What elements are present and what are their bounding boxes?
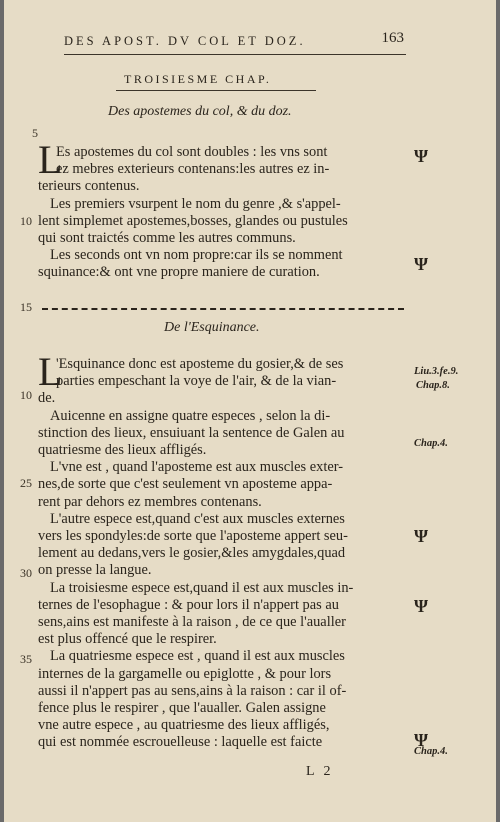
text-line: vers les spondyles:de sorte que l'aposteme appert seu- xyxy=(38,528,348,545)
text-line: La troisiesme espece est,quand il est aux muscles in- xyxy=(50,579,354,596)
text-line: 'Esquinance donc est aposteme du gosier,& de ses xyxy=(56,356,344,372)
drop-cap: L xyxy=(38,137,63,182)
text-line: de. xyxy=(38,390,56,407)
text-line: La quatriesme espece est , quand il est aux muscles xyxy=(50,648,345,665)
running-title: DES APOST. DV COL ET DOZ. xyxy=(64,34,306,48)
trident-symbol-icon: Ψ xyxy=(414,596,429,616)
text-line: nes,de sorte que c'est seulement vn aposteme appa- xyxy=(38,476,333,493)
line-number: 15 xyxy=(20,300,32,314)
chapter-rule xyxy=(116,90,316,91)
margin-note: Chap.4. xyxy=(414,438,448,449)
line-number: 25 xyxy=(20,476,32,490)
text-line: Les seconds ont vn nom propre:car ils se nomment xyxy=(50,247,343,264)
section-title-apostemes: Des apostemes du col, & du doz. xyxy=(108,104,292,119)
text-line: Les premiers vsurpent le nom du genre ,& s'appel- xyxy=(50,195,341,212)
trident-symbol-icon: Ψ xyxy=(414,146,429,166)
line-number: 10 xyxy=(20,388,32,402)
section-separator xyxy=(42,308,404,310)
header-rule xyxy=(64,54,406,55)
text-line: ez mebres exterieurs contenans:les autres ez in- xyxy=(56,161,330,178)
margin-note: Chap.4. xyxy=(414,746,448,757)
signature-mark: L 2 xyxy=(306,764,334,779)
text-line: L'vne est , quand l'aposteme est aux muscles exter- xyxy=(50,459,344,476)
text-line: lement au dedans,vers le gosier,&les amygdales,quad xyxy=(38,545,346,562)
chapter-title: TROISIESME CHAP. xyxy=(124,72,272,86)
text-line: qui sont traictés comme les autres communs. xyxy=(38,230,296,247)
text-line: Es apostemes du col sont doubles : les vns sont xyxy=(56,144,328,160)
book-page xyxy=(4,0,496,822)
trident-symbol-icon: Ψ xyxy=(414,254,429,274)
text-line: ternes de l'esophague : & pour lors il n'appert pas au xyxy=(38,596,339,613)
text-line: sens,ains est manifeste à la raison , de ce que l'aualler xyxy=(38,614,346,631)
text-line: squinance:& ont vne propre maniere de curation. xyxy=(38,264,320,281)
line-number: 5 xyxy=(32,126,38,140)
text-line: rent par dehors ez membres contenans. xyxy=(38,493,262,510)
trident-symbol-icon: Ψ xyxy=(414,526,429,546)
drop-cap: L xyxy=(38,349,63,394)
margin-note: Chap.8. xyxy=(416,380,450,391)
line-number: 10 xyxy=(20,214,32,228)
text-line: stinction des lieux, ensuiuant la sentence de Galen au xyxy=(38,424,345,441)
text-line: terieurs contenus. xyxy=(38,178,140,195)
text-line: internes de la gargamelle ou epiglotte , & pour lors xyxy=(38,665,332,682)
text-line: lent simplemet apostemes,bosses, glandes ou pustules xyxy=(38,212,348,229)
page-number: 163 xyxy=(381,30,404,46)
text-line: on presse la langue. xyxy=(38,562,152,579)
text-line: parties empeschant la voye de l'air, & de la vian- xyxy=(56,373,337,390)
trident-symbol-icon: Ψ xyxy=(414,730,429,750)
line-number: 30 xyxy=(20,566,32,580)
text-line: aussi il n'appert pas au sens,ains à la raison : car il of- xyxy=(38,682,347,699)
section-body-esquinance xyxy=(38,356,410,752)
section-title-esquinance: De l'Esquinance. xyxy=(164,320,260,335)
text-line: quatriesme des lieux affligés. xyxy=(38,442,207,459)
margin-note: Liu.3.fe.9. xyxy=(414,366,459,377)
text-line: L'autre espece est,quand c'est aux muscles externes xyxy=(50,510,345,527)
text-line: fence plus le respirer , que l'aualler. Galen assigne xyxy=(38,700,326,717)
text-line: Auicenne en assigne quatre especes , selon la di- xyxy=(50,407,331,424)
section-body-apostemes xyxy=(38,144,410,282)
text-line: est plus offencé que le respirer. xyxy=(38,631,217,648)
line-number: 35 xyxy=(20,652,32,666)
text-line: vne autre espece , au quatriesme des lieux affligés, xyxy=(38,717,330,734)
text-line: qui est nommée escrouelleuse : laquelle est faicte xyxy=(38,734,323,751)
